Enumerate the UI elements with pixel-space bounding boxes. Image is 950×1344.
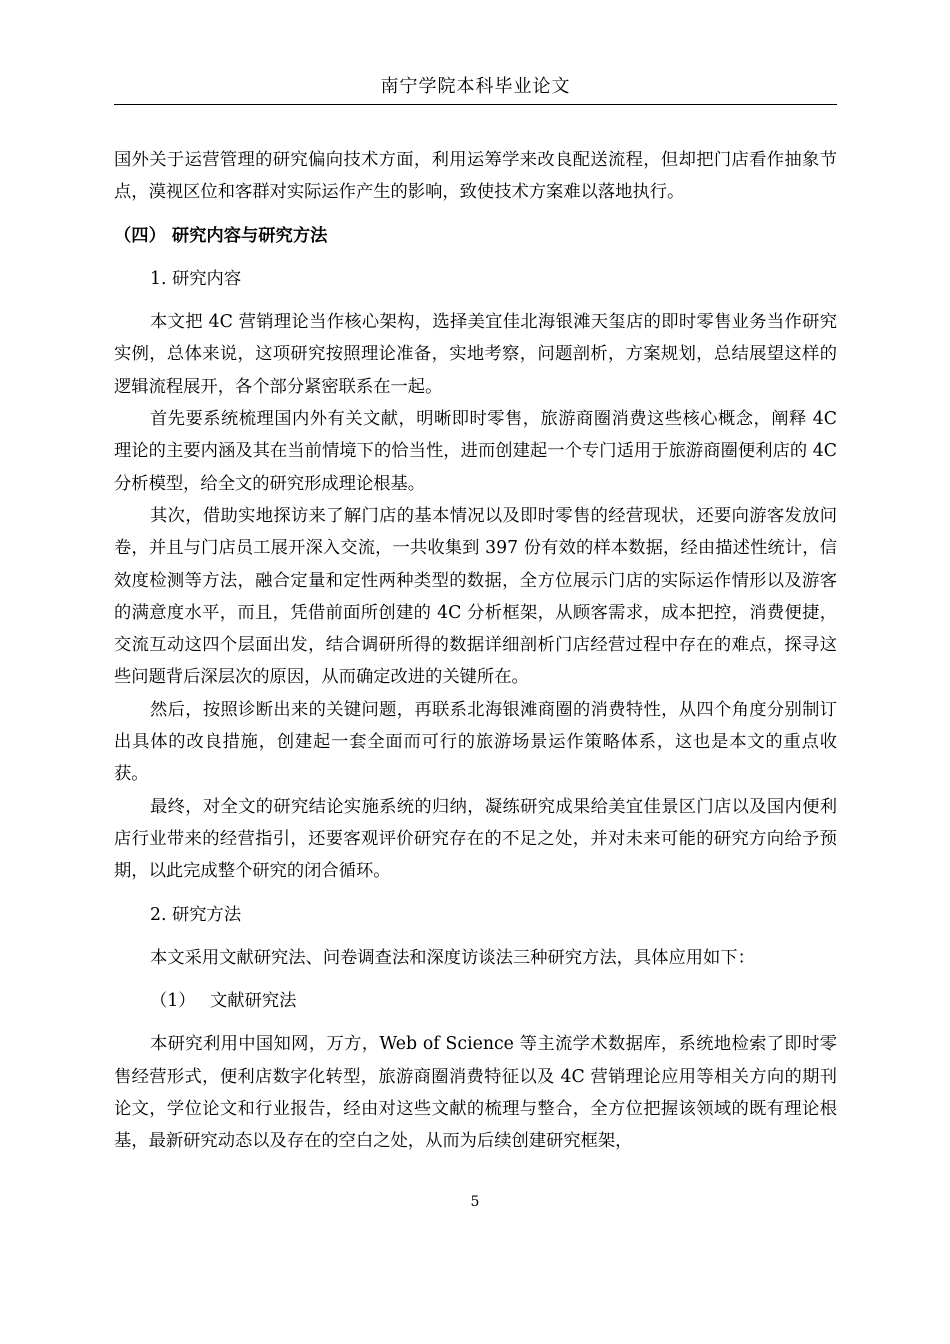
page-header: 南宁学院本科毕业论文 — [380, 76, 571, 97]
paragraph-intro: 国外关于运营管理的研究偏向技术方面，利用运筹学来改良配送流程，但却把门店看作抽象节点，漠视区位和客群对实际运作产生的影响，致使技术方案难以落地执行。 — [114, 150, 837, 203]
method-label: 文献研究法 — [210, 991, 297, 1012]
paragraph: 本研究利用中国知网，万方，Web of Science 等主流学术数据库，系统地检索了即时零售经营形式，便利店数字化转型，旅游商圈消费特征以及 4C 营销理论应用等相关方向的期刊论文，学位论文和行业报告，经由对这些文献的梳理与整合，全方位把握该领域的既有理论根基，最新研究动态以及存在的空白之处，从而为后续创建研究框架， — [114, 1034, 837, 1152]
page-number: 5 — [470, 1194, 480, 1210]
paragraph: 其次，借助实地探访来了解门店的基本情况以及即时零售的经营现状，还要向游客发放问卷，并且与门店员工展开深入交流，一共收集到 397 份有效的样本数据，经由描述性统计，信效度检测等方法，融合定量和定性两种类型的数据，全方位展示门店的实际运作情形以及游客的满意度水平，而且，凭借前面所创建的 4C 分析框架，从顾客需求，成本把控，消费便捷，交流互动这四个层面出发，结合调研所得的数据详细剖析门店经营过程中存在的难点，探寻这些问题背后深层次的原因，从而确定改进的关键所在。 — [114, 505, 837, 688]
paragraph: 本文把 4C 营销理论当作核心架构，选择美宜佳北海银滩天玺店的即时零售业务当作研究实例，总体来说，这项研究按照理论准备，实地考察，问题剖析，方案规划，总结展望这样的逻辑流程展开，各个部分紧密联系在一起。 — [114, 312, 837, 397]
subsection-title-methods: 2. 研究方法 — [150, 904, 242, 925]
section-heading: （四） 研究内容与研究方法 — [114, 225, 328, 246]
paragraph: 本文采用文献研究法、问卷调查法和深度访谈法三种研究方法，具体应用如下： — [150, 947, 755, 968]
subsection-title-content: 1. 研究内容 — [150, 268, 242, 289]
page-body — [114, 144, 837, 1158]
method-title — [114, 985, 837, 1017]
paragraph: 然后，按照诊断出来的关键问题，再联系北海银滩商圈的消费特性，从四个角度分别制订出具体的改良措施，创建起一套全面而可行的旅游场景运作策略体系，这也是本文的重点收获。 — [114, 699, 837, 785]
header-divider — [114, 104, 837, 105]
method-number: （1） — [150, 991, 196, 1012]
paragraph: 最终，对全文的研究结论实施系统的归纳，凝练研究成果给美宜佳景区门店以及国内便利店行业带来的经营指引，还要客观评价研究存在的不足之处，并对未来可能的研究方向给予预期，以此完成整个研究的闭合循环。 — [114, 796, 837, 882]
paragraph: 首先要系统梳理国内外有关文献，明晰即时零售，旅游商圈消费这些核心概念，阐释 4C 理论的主要内涵及其在当前情境下的恰当性，进而创建起一个专门适用于旅游商圈便利店的 4C 分析模型，给全文的研究形成理论根基。 — [114, 409, 837, 494]
